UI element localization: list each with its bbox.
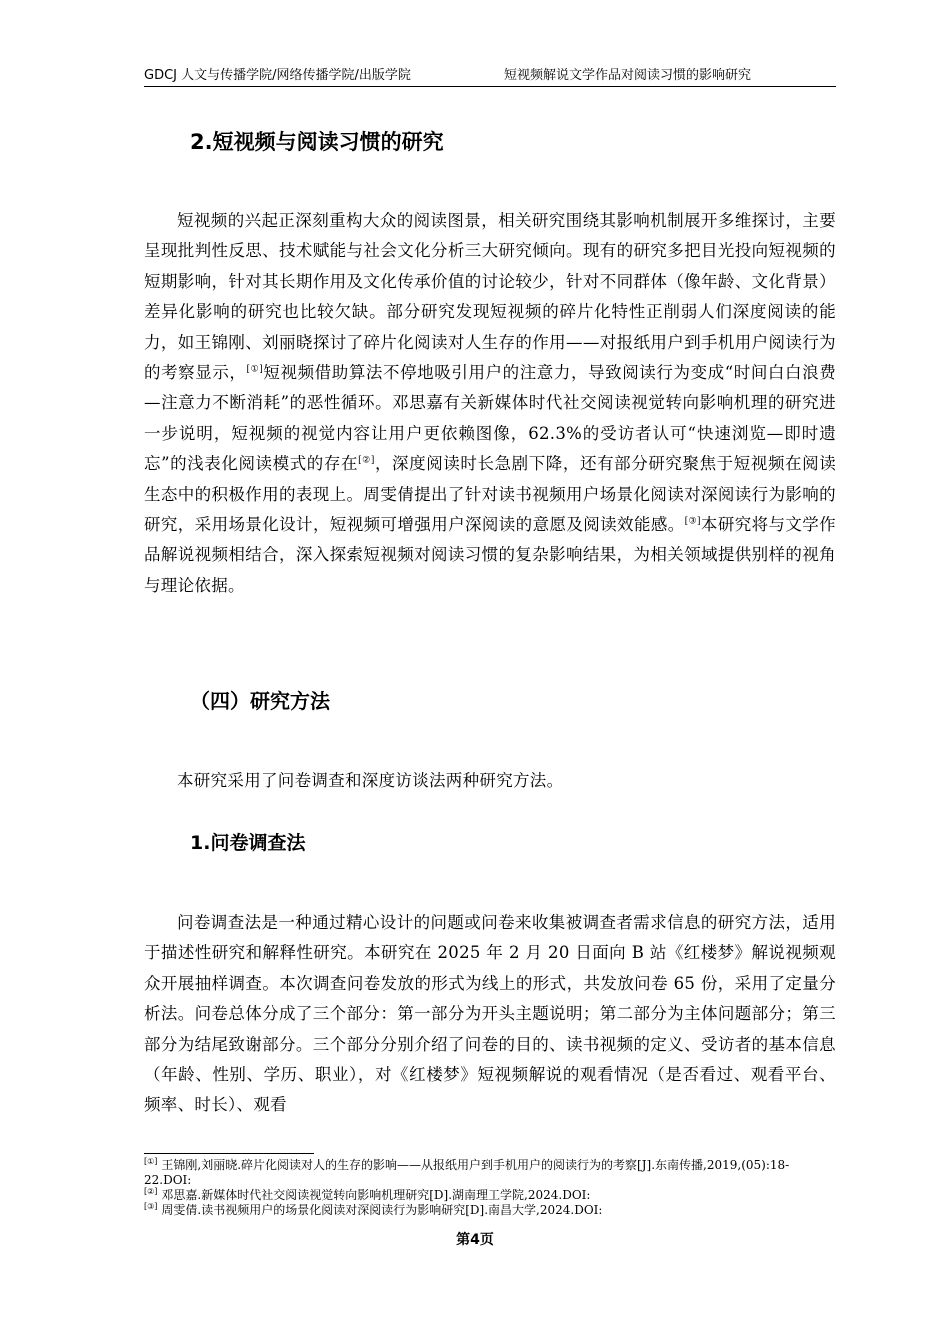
footnote-1	[144, 1158, 836, 1188]
header-right-text: 短视频解说文学作品对阅读习惯的影响研究	[504, 68, 752, 83]
footnote-ref-1[interactable]: [①]	[246, 364, 264, 375]
subheading-questionnaire: 1.问卷调查法	[190, 832, 306, 854]
para-text-b: 短视频借助算法不停地吸引用户的注意力，导致阅读行为变成“时间白白浪费—注意力不断消耗”的恶性循环。邓思嘉有关新媒体时代社交阅读视觉转向影响机理的研究进一步说明，短视频的视觉内容让用户更依赖图像，62.3%的受访者认可“快速浏览—即时遗忘”的浅表化阅读模式的存在	[144, 363, 836, 474]
section-heading-2: 2.短视频与阅读习惯的研究	[190, 130, 444, 154]
page-header	[144, 66, 836, 87]
footnote-ref-2[interactable]: [②]	[358, 455, 375, 466]
para-text-a: 短视频的兴起正深刻重构大众的阅读图景，相关研究围绕其影响机制展开多维探讨，主要呈现批判性反思、技术赋能与社会文化分析三大研究倾向。现有的研究多把目光投向短视频的短期影响，针对其长期作用及文化传承价值的讨论较少，针对不同群体（像年龄、文化背景）差异化影响的研究也比较欠缺。部分研究发现短视频的碎片化特性正削弱人们深度阅读的能力，如王锦刚、刘丽晓探讨了碎片化阅读对人生存的作用——对报纸用户到手机用户阅读行为的考察显示，	[144, 211, 836, 383]
footnote-mark: [③]	[144, 1202, 158, 1211]
footnote-mark: [②]	[144, 1187, 158, 1196]
para-text-c: ，深度阅读时长急剧下降，还有部分研究聚焦于短视频在阅读生态中的积极作用的表现上。周雯倩提出了针对读书视频用户场景化阅读对深阅读行为影响的研究，采用场景化设计，短视频可增强用户深阅读的意愿及阅读效能感。	[144, 454, 837, 535]
section2-paragraph	[144, 206, 836, 601]
footnote-text: 周雯倩.读书视频用户的场景化阅读对深阅读行为影响研究[D].南昌大学,2024.DOI:	[161, 1203, 603, 1217]
page-number: 第4页	[456, 1232, 494, 1248]
footnote-ref-3[interactable]: [③]	[684, 516, 701, 527]
footnote-text: 王锦刚,刘丽晓.碎片化阅读对人的生存的影响——从报纸用户到手机用户的阅读行为的考察[J].东南传播,2019,(05):18-22.DOI:	[144, 1158, 790, 1187]
methods-intro: 本研究采用了问卷调查和深度访谈法两种研究方法。	[177, 771, 564, 790]
header-left-text: GDCJ 人文与传播学院/网络传播学院/出版学院	[144, 68, 411, 83]
footnote-text: 邓思嘉.新媒体时代社交阅读视觉转向影响机理研究[D].湖南理工学院,2024.DOI:	[161, 1188, 591, 1202]
section-heading-4: （四）研究方法	[190, 689, 330, 713]
footnote-3	[144, 1203, 836, 1218]
questionnaire-paragraph: 问卷调查法是一种通过精心设计的问题或问卷来收集被调查者需求信息的研究方法，适用于描述性研究和解释性研究。本研究在 2025 年 2 月 20 日面向 B 站《红楼梦》解说视频观众开展抽样调查。本次调查问卷发放的形式为线上的形式，共发放问卷 65 份，采用了定量分析法。问卷总体分成了三个部分：第一部分为开头主题说明；第二部分为主体问题部分；第三部分为结尾致谢部分。三个部分分别介绍了问卷的目的、读书视频的定义、受访者的基本信息（年龄、性别、学历、职业），对《红楼梦》短视频解说的观看情况（是否看过、观看平台、频率、时长）、观看	[144, 913, 836, 1115]
para-text-d: 本研究将与文学作品解说视频相结合，深入探索短视频对阅读习惯的复杂影响结果，为相关领域提供别样的视角与理论依据。	[144, 515, 836, 595]
footnote-2	[144, 1188, 836, 1203]
footnote-mark: [①]	[144, 1157, 158, 1166]
footnote-separator	[144, 1153, 314, 1154]
footnotes	[144, 1158, 836, 1218]
